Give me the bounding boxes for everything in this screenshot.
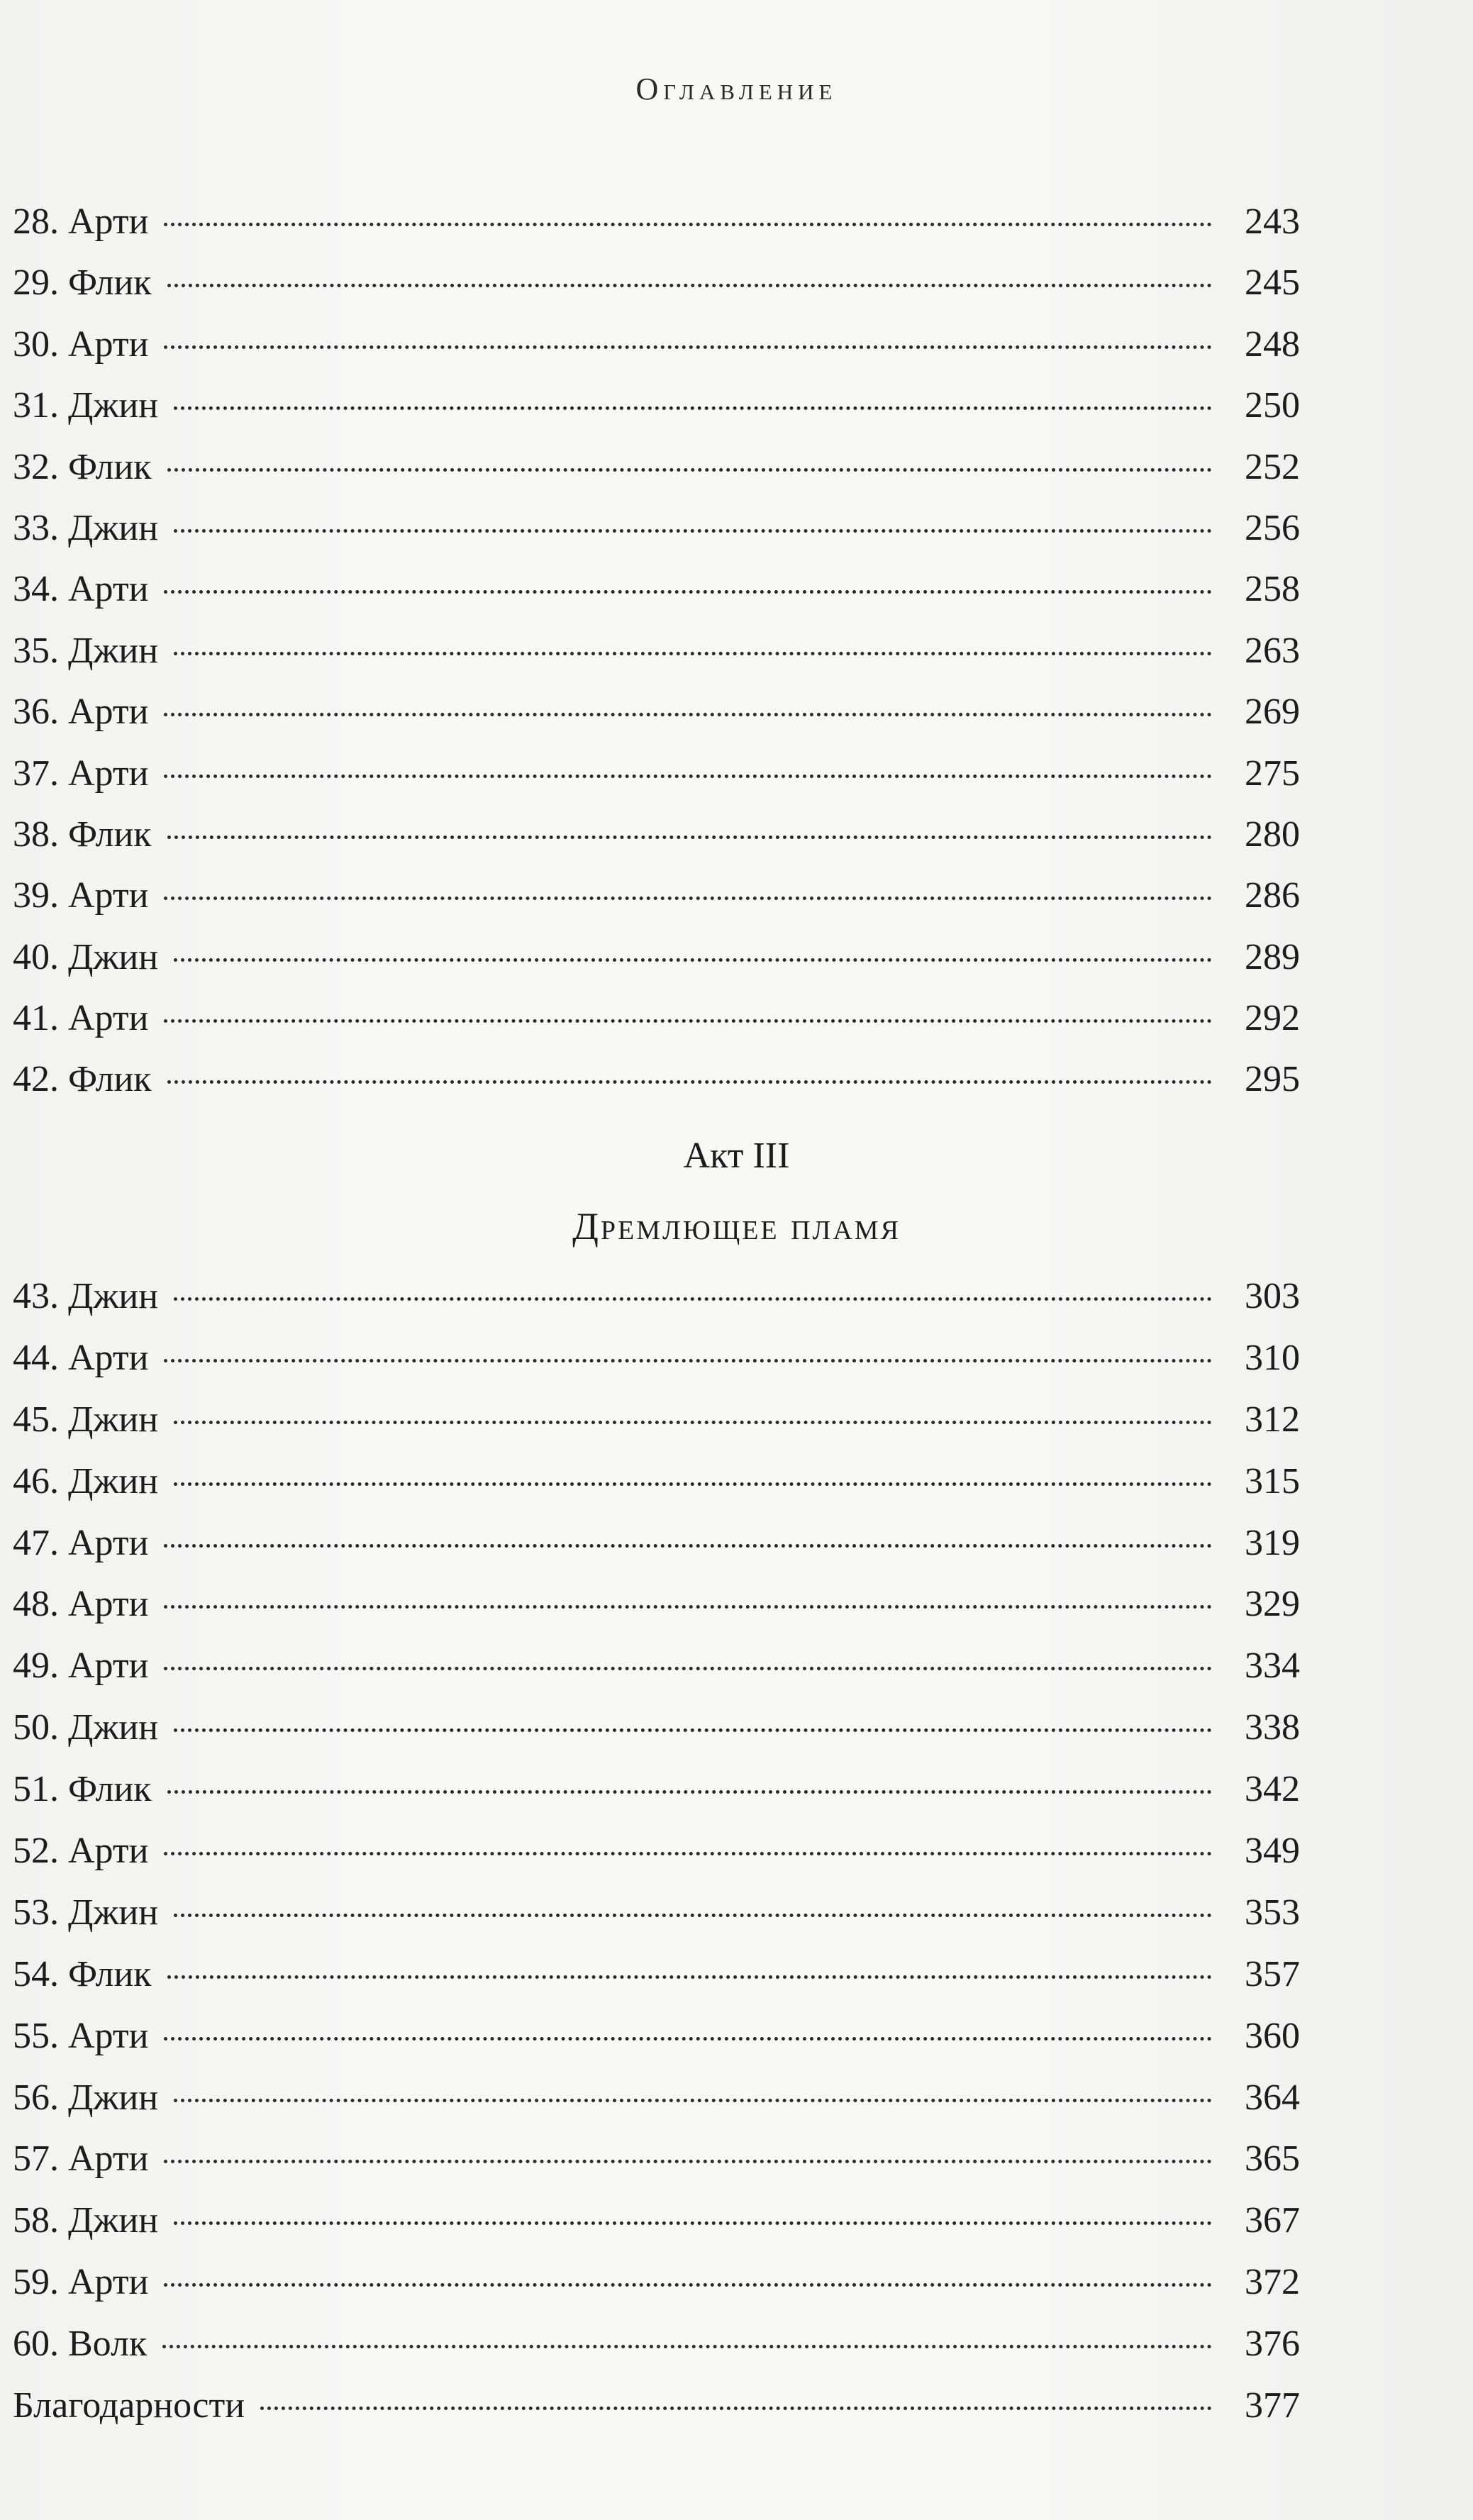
toc-entry-label: 49. Арти [13,1645,149,1687]
toc-entry-page: 263 [1245,630,1300,671]
toc-entry-label: 53. Джин [13,1892,159,1933]
toc-entry [13,2375,1300,2437]
toc-entry-label: 36. Арти [13,692,149,733]
toc-entry [13,865,1300,926]
toc-entry-page: 367 [1245,2200,1300,2241]
toc-entry-page: 292 [1245,998,1300,1039]
toc-entry-page: 286 [1245,875,1300,916]
dot-leader [260,2406,1212,2410]
toc-entry [13,559,1300,620]
dot-leader [164,2159,1212,2163]
toc-entry-label: 30. Арти [13,323,149,365]
toc-entry-page: 342 [1245,1769,1300,1810]
toc-entry [13,1697,1300,1759]
toc-entry [13,2252,1300,2314]
toc-entry [13,314,1300,375]
toc-entry [13,437,1300,498]
dot-leader [174,1297,1212,1301]
toc-entry-label: 48. Арти [13,1584,149,1625]
toc-entry-page: 334 [1245,1645,1300,1687]
toc-entry [13,621,1300,682]
dot-leader [174,1482,1212,1486]
toc-entry-label: 50. Джин [13,1707,159,1748]
toc-entry-label: 29. Флик [13,262,152,304]
toc-entry-label: 39. Арти [13,875,149,916]
toc-entry-page: 376 [1245,2324,1300,2365]
toc-entry-page: 315 [1245,1460,1300,1502]
toc-entry-page: 310 [1245,1337,1300,1378]
toc-entry-label: 57. Арти [13,2138,149,2180]
dot-leader [164,712,1212,716]
act-label: Акт III [683,1136,790,1176]
toc-entry [13,375,1300,436]
toc-entry-label: 46. Джин [13,1460,159,1502]
toc-entry [13,743,1300,804]
toc-entry [13,927,1300,988]
toc-entry-label: 33. Джин [13,507,159,548]
dot-leader [164,1018,1212,1023]
toc-entry-label: 40. Джин [13,936,159,977]
dot-leader [164,345,1212,349]
toc-entry [13,1759,1300,1821]
dot-leader [164,1543,1212,1548]
dot-leader [174,651,1212,655]
toc-entry-label: 58. Джин [13,2200,159,2241]
dot-leader [167,835,1212,839]
toc-entry [13,1944,1300,2006]
toc-entry-label: 32. Флик [13,446,152,487]
dot-leader [174,528,1212,533]
dot-leader [164,1358,1212,1362]
toc-entry-page: 353 [1245,1892,1300,1933]
dot-leader [167,1079,1212,1084]
toc-entry-page: 364 [1245,2077,1300,2118]
dot-leader [164,1666,1212,1670]
toc-entry [13,1328,1300,1389]
toc-entry [13,1574,1300,1636]
toc-entry [13,2190,1300,2252]
toc-entry-page: 258 [1245,569,1300,610]
toc-entry-page: 365 [1245,2138,1300,2180]
toc-entry-label: 59. Арти [13,2262,149,2303]
toc-entry [13,2314,1300,2375]
toc-entry-page: 377 [1245,2385,1300,2426]
toc-entry-page: 275 [1245,753,1300,794]
toc-entry-page: 338 [1245,1707,1300,1748]
act-title: Дремлющее пламя [572,1205,901,1248]
dot-leader [174,2098,1212,2102]
toc-entry-page: 319 [1245,1522,1300,1563]
toc-entry-label: 34. Арти [13,569,149,610]
dot-leader [164,774,1212,778]
toc-entry [13,2067,1300,2129]
toc-entry-label: 55. Арти [13,2015,149,2056]
dot-leader [174,2221,1212,2225]
dot-leader [167,283,1212,287]
toc-entry [13,252,1300,313]
dot-leader [167,1975,1212,1979]
toc-entry [13,1636,1300,1697]
toc-entry [13,192,1300,252]
toc-entry [13,1451,1300,1513]
toc-entry [13,988,1300,1049]
toc-entry-page: 243 [1245,201,1300,242]
toc-entry-page: 280 [1245,814,1300,855]
toc-entry [13,1882,1300,1944]
toc-entry-label: 43. Джин [13,1276,159,1316]
toc-entry [13,1821,1300,1882]
toc-entry-label: 54. Флик [13,1953,152,1994]
dot-leader [164,589,1212,594]
dot-leader [164,2282,1212,2287]
dot-leader [174,1913,1212,1917]
toc-entry-page: 245 [1245,262,1300,304]
toc-entry-label: 47. Арти [13,1522,149,1563]
toc-entry-page: 252 [1245,446,1300,487]
toc-entry-label: Благодарности [13,2385,245,2426]
toc-entry [13,682,1300,743]
dot-leader [167,467,1212,472]
toc-entry-label: 38. Флик [13,814,152,855]
toc-entry [13,2006,1300,2067]
toc-entry-page: 250 [1245,385,1300,426]
dot-leader [164,896,1212,900]
toc-entry-label: 52. Арти [13,1831,149,1872]
toc-entry-label: 31. Джин [13,385,159,426]
toc-entry-page: 248 [1245,323,1300,365]
dot-leader [164,1851,1212,1855]
toc-entry-page: 329 [1245,1584,1300,1625]
toc-entry-label: 56. Джин [13,2077,159,2118]
toc-entry-page: 303 [1245,1276,1300,1316]
toc-entry-label: 37. Арти [13,753,149,794]
toc-entry-page: 269 [1245,692,1300,733]
toc-entry-page: 372 [1245,2262,1300,2303]
toc-entry-label: 51. Флик [13,1769,152,1810]
toc-entry-page: 349 [1245,1831,1300,1872]
toc-entry-label: 35. Джин [13,630,159,671]
toc-entry [13,1049,1300,1110]
toc-entry-label: 44. Арти [13,1337,149,1378]
running-head: Оглавление [635,72,838,106]
dot-leader [174,1420,1212,1424]
toc-entry [13,804,1300,865]
dot-leader [174,958,1212,962]
dot-leader [174,406,1212,410]
dot-leader [164,1604,1212,1609]
toc-entry [13,498,1300,559]
dot-leader [167,1789,1212,1794]
dot-leader [164,222,1212,226]
toc-entry-page: 357 [1245,1953,1300,1994]
toc-entry [13,1389,1300,1451]
toc-entry-page: 360 [1245,2015,1300,2056]
toc-entry-label: 45. Джин [13,1399,159,1440]
toc-entry-page: 289 [1245,936,1300,977]
toc-entry-page: 256 [1245,507,1300,548]
toc-entry-label: 42. Флик [13,1059,152,1100]
toc-entry [13,1266,1300,1328]
dot-leader [164,2036,1212,2041]
toc-entry-label: 60. Волк [13,2324,148,2365]
dot-leader [162,2344,1212,2348]
toc-entry-page: 295 [1245,1059,1300,1100]
toc-entry [13,2128,1300,2190]
toc-section-1 [13,192,1300,1111]
dot-leader [174,1728,1212,1732]
toc-entry [13,1513,1300,1575]
toc-entry-page: 312 [1245,1399,1300,1440]
toc-entry-label: 28. Арти [13,201,149,242]
toc-entry-label: 41. Арти [13,998,149,1039]
toc-section-2 [13,1266,1300,2437]
